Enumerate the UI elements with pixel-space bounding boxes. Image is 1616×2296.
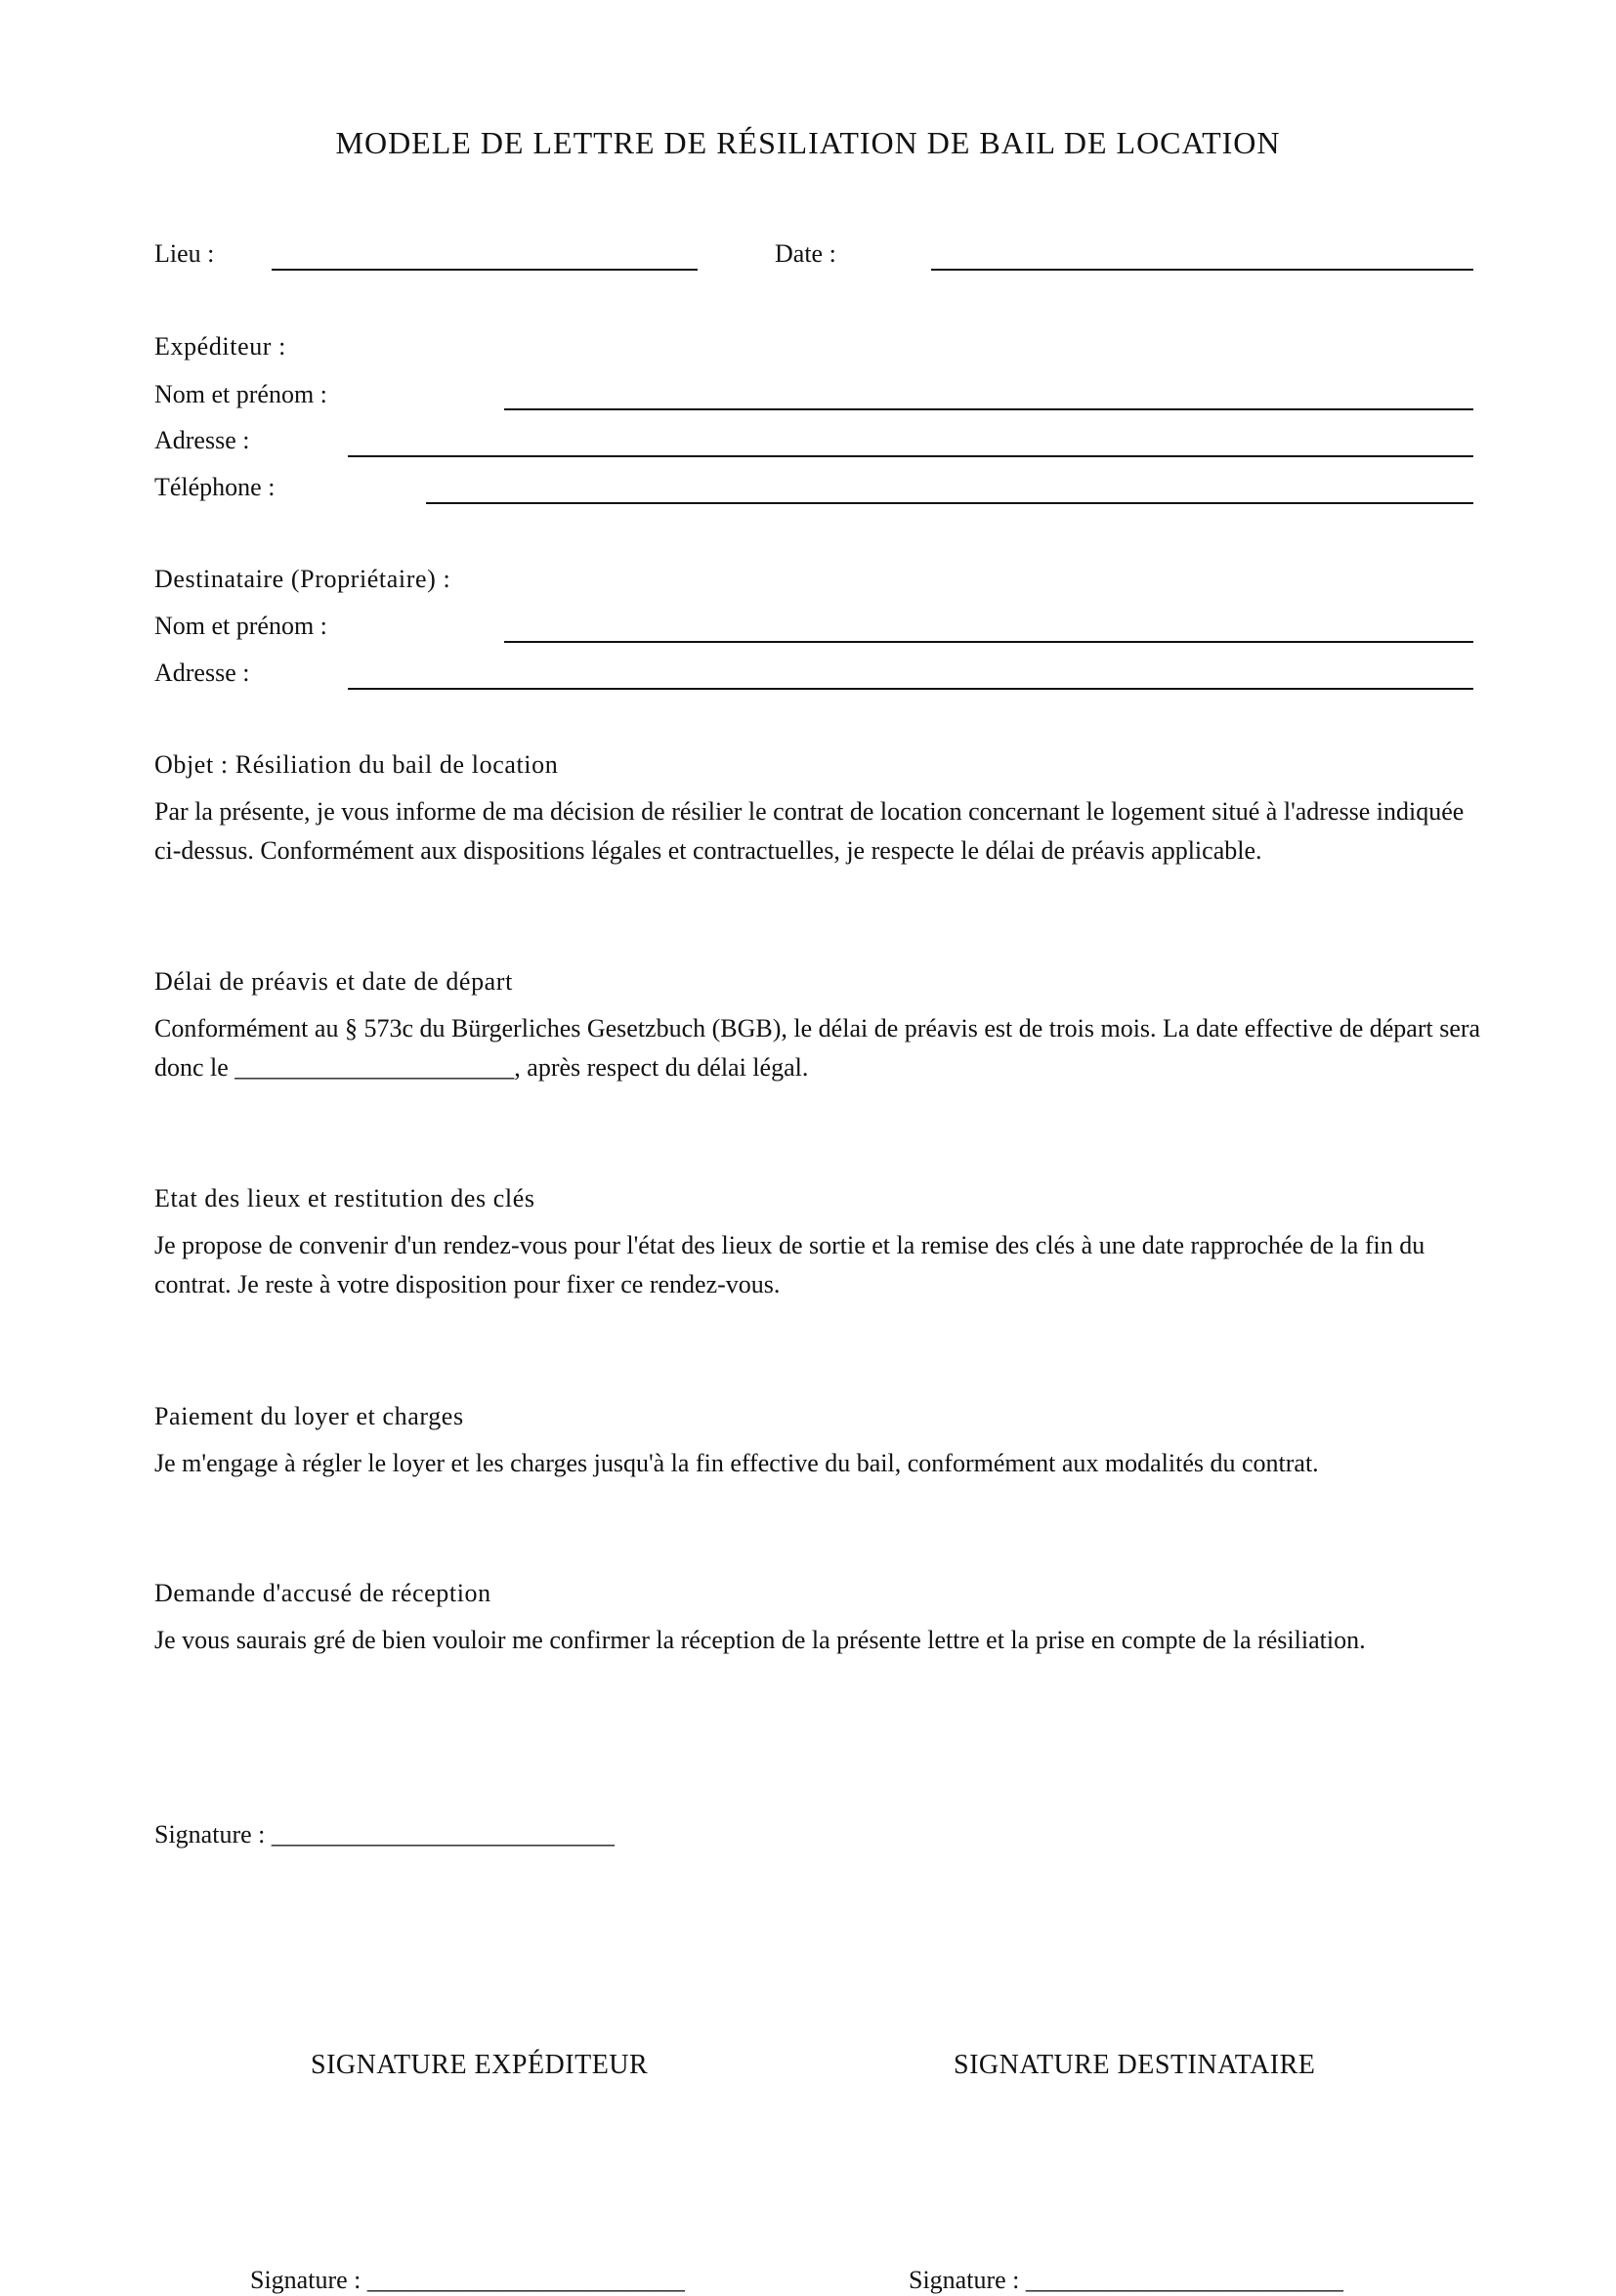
recipient-address-field-line[interactable] [348,688,1473,690]
payment-paragraph: Je m'engage à régler le loyer et les charges jusqu'à la fin effective du bail, conformément aux modalités du contrat. [154,1449,1319,1477]
inventory-heading: Etat des lieux et restitution des clés [154,1184,535,1212]
sender-signature-caption: SIGNATURE EXPÉDITEUR [311,2050,649,2080]
payment-heading: Paiement du loyer et charges [154,1402,464,1430]
sender-phone-field-line[interactable] [426,502,1473,504]
sender-phone-label: Téléphone : [154,473,276,501]
recipient-address-label: Adresse : [154,659,250,687]
document-title: MODELE DE LETTRE DE RÉSILIATION DE BAIL DE LOCATION [335,125,1281,160]
date-field-line[interactable] [931,269,1473,271]
object-paragraph: Par la présente, je vous informe de ma décision de résilier le contrat de location concernant le logement situé à l'adresse indiquée ci-dessus. Conformément aux dispositions légales et contractuelles, je respecte le délai de préavis applicable. [154,797,1465,865]
recipient-name-field-line[interactable] [504,641,1473,643]
receipt-heading: Demande d'accusé de réception [154,1579,491,1607]
receipt-paragraph: Je vous saurais gré de bien vouloir me confirmer la réception de la présente lettre et la prise en compte de la résiliation. [154,1626,1366,1654]
date-label: Date : [775,239,836,268]
sender-heading: Expéditeur : [154,332,286,361]
recipient-signature-line[interactable]: Signature : _________________________ [909,2266,1343,2294]
sender-name-field-line[interactable] [504,408,1473,410]
recipient-signature-caption: SIGNATURE DESTINATAIRE [954,2050,1316,2080]
recipient-heading: Destinataire (Propriétaire) : [154,565,451,593]
object-heading: Objet : Résiliation du bail de location [154,750,559,779]
sender-address-label: Adresse : [154,426,250,454]
place-field-line[interactable] [272,269,698,271]
sender-name-label: Nom et prénom : [154,380,327,408]
sender-address-field-line[interactable] [348,455,1473,457]
place-label: Lieu : [154,239,215,268]
notice-paragraph: Conformément au § 573c du Bürgerliches Gesetzbuch (BGB), le délai de préavis est de trois mois. La date effective de départ sera donc le ______________________, après respect du délai légal. [154,1014,1481,1082]
sender-signature-line[interactable]: Signature : _________________________ [250,2266,685,2294]
main-signature-line[interactable]: Signature : ___________________________ [154,1820,615,1849]
inventory-paragraph: Je propose de convenir d'un rendez-vous pour l'état des lieux de sortie et la remise des clés à une date rapprochée de la fin du contrat. Je reste à votre disposition pour fixer ce rendez-vous. [154,1231,1425,1298]
notice-heading: Délai de préavis et date de départ [154,967,513,996]
recipient-name-label: Nom et prénom : [154,612,327,640]
